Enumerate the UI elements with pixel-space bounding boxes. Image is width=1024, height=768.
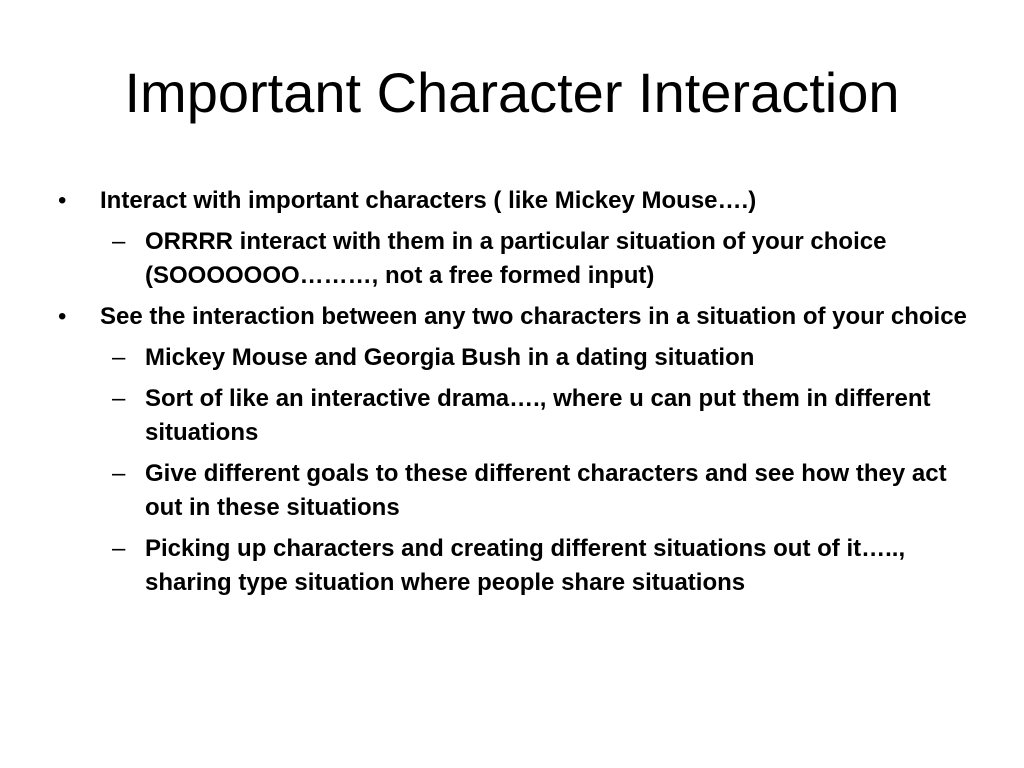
bullet-text: See the interaction between any two characters in a situation of your choice xyxy=(100,303,967,330)
sub-bullet-text: ORRRR interact with them in a particular situation of your choice (SOOOOOOO………, not a free formed input) xyxy=(145,228,887,289)
sub-bullet-item xyxy=(54,532,974,600)
sub-bullet-text: Sort of like an interactive drama…., where u can put them in different situations xyxy=(145,385,931,446)
sub-bullet-text: Give different goals to these different characters and see how they act out in these situations xyxy=(145,460,947,521)
sub-bullet-marker: – xyxy=(112,228,126,255)
sub-bullet-item xyxy=(54,341,974,375)
bullet-item xyxy=(54,184,974,218)
sub-bullet-text: Mickey Mouse and Georgia Bush in a dating situation xyxy=(145,344,755,371)
bullet-marker: • xyxy=(58,303,67,330)
bullet-marker: • xyxy=(58,187,67,214)
sub-bullet-item xyxy=(54,382,974,450)
sub-bullet-item xyxy=(54,457,974,525)
bullet-item xyxy=(54,300,974,334)
sub-bullet-marker: – xyxy=(112,344,126,371)
sub-bullet-item xyxy=(54,225,974,293)
sub-bullet-marker: – xyxy=(112,535,126,562)
sub-bullet-marker: – xyxy=(112,460,126,487)
slide-title: Important Character Interaction xyxy=(124,61,900,124)
bullet-text: Interact with important characters ( like Mickey Mouse….) xyxy=(100,187,757,214)
sub-bullet-text: Picking up characters and creating different situations out of it….., sharing type situation where people share situations xyxy=(145,535,906,596)
sub-bullet-marker: – xyxy=(112,385,126,412)
bullet-list xyxy=(54,184,974,607)
